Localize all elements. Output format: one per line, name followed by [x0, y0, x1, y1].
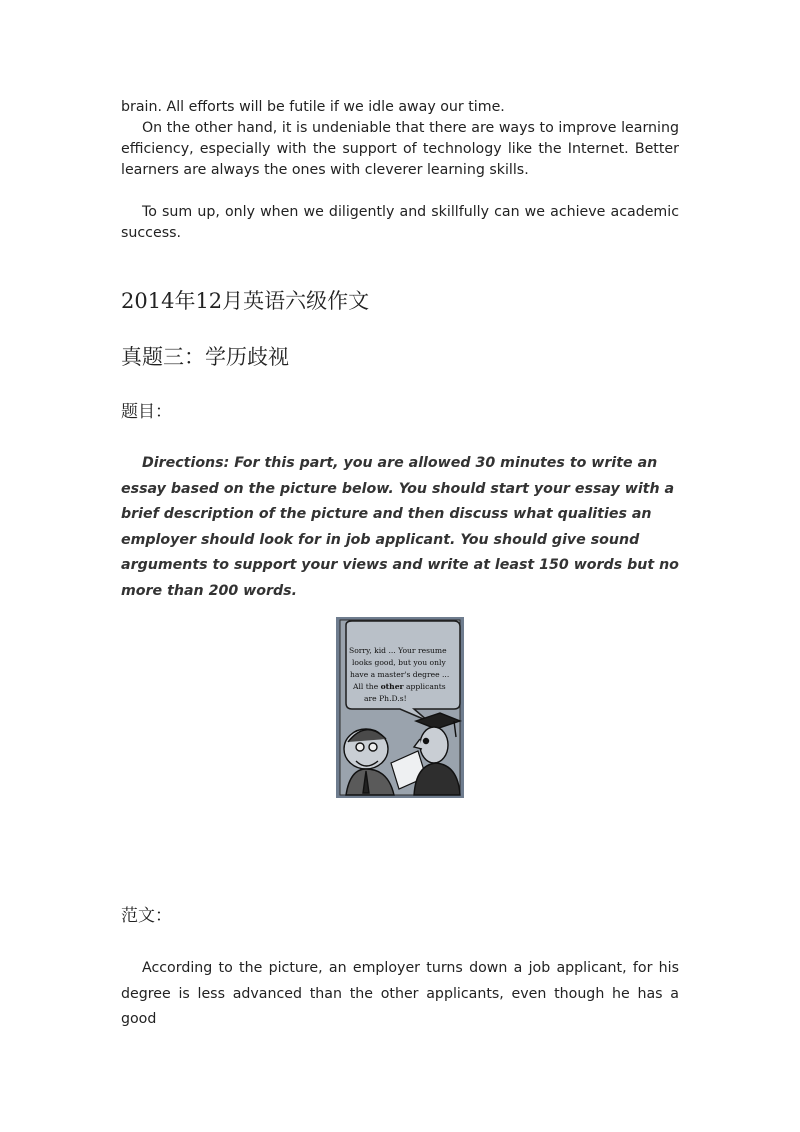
- cartoon-image: [336, 617, 464, 798]
- bubble-line-5: are Ph.D.s!: [364, 694, 407, 703]
- paragraph-other-hand: On the other hand, it is undeniable that there are ways to improve learning efficiency, especially with the support of technology like the Internet. Better learners are always the ones with cleverer learning skills.: [121, 120, 679, 178]
- bubble-line-3: have a master's degree ...: [350, 670, 450, 679]
- paragraph-sum-up: To sum up, only when we diligently and skillfully can we achieve academic success.: [121, 204, 679, 241]
- label-question: 题目：: [121, 402, 172, 422]
- bubble-line-4-post: applicants: [403, 682, 446, 691]
- bubble-line-4-pre: All the: [353, 682, 381, 691]
- bubble-line-4-bold: other: [380, 682, 404, 691]
- bubble-line-2: looks good, but you only: [352, 658, 446, 667]
- cartoon-drawing: [336, 617, 464, 798]
- paragraph-brain: brain. All efforts will be futile if we idle away our time.: [121, 99, 505, 115]
- paragraph-model-essay: According to the picture, an employer turns down a job applicant, for his degree is less advanced than the other applicants, even though he has a good: [121, 960, 679, 1027]
- directions-text: Directions: For this part, you are allowed 30 minutes to write an essay based on the picture below. You should start your essay with a brief description of the picture and then discuss what qualities an employer should look for in job applicant. You should give sound arguments to support your views and write at least 150 words but no more than 200 words.: [121, 455, 679, 599]
- label-model-essay: 范文：: [121, 906, 172, 926]
- heading-topic: 真题三：学历歧视: [121, 345, 289, 369]
- heading-exam-title: 2014年12月英语六级作文: [121, 289, 370, 313]
- bubble-line-1: Sorry, kid ... Your resume: [349, 646, 447, 655]
